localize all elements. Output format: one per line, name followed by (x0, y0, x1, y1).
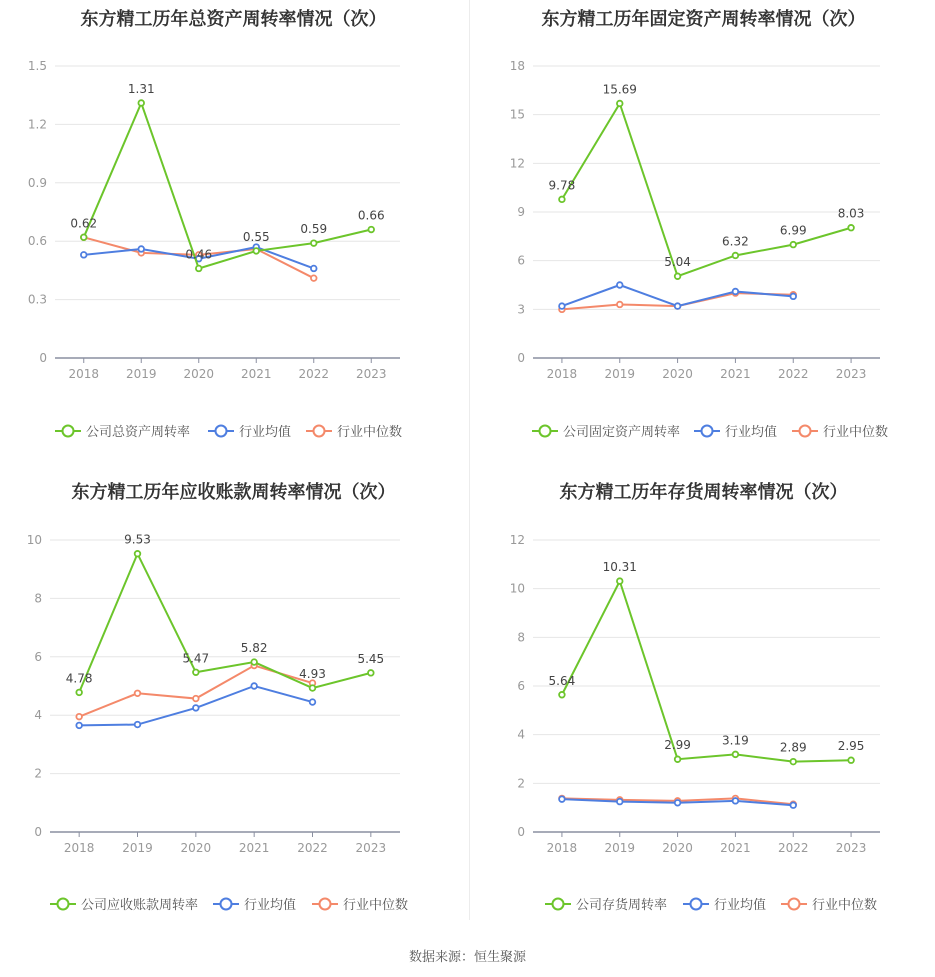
data-point (559, 197, 565, 203)
legend-label: 行业均值 (725, 425, 778, 440)
data-point (138, 246, 144, 252)
x-tick-label: 2018 (63, 841, 95, 855)
x-tick-label: 2023 (355, 841, 387, 855)
data-label: 0.66 (357, 208, 385, 223)
y-tick-label: 9 (517, 205, 525, 219)
data-point (135, 691, 141, 697)
data-point (311, 266, 317, 272)
data-label: 0.55 (242, 229, 270, 244)
y-tick-label: 2 (517, 776, 525, 791)
legend-marker (789, 899, 800, 910)
legend-label: 行业中位数 (343, 898, 409, 913)
y-tick-label: 8 (34, 591, 42, 606)
x-tick-label: 2023 (835, 841, 867, 855)
y-tick-label: 18 (509, 59, 525, 73)
y-tick-label: 10 (509, 581, 525, 596)
legend-marker (221, 899, 232, 910)
data-point (368, 227, 374, 233)
data-label: 10.31 (602, 560, 637, 575)
x-tick-label: 2019 (604, 841, 636, 855)
x-tick-label: 2018 (546, 367, 578, 381)
legend-label: 行业中位数 (812, 898, 878, 913)
data-point (733, 798, 739, 804)
data-label: 15.69 (602, 82, 637, 97)
x-tick-label: 2019 (604, 367, 636, 381)
y-tick-label: 1.5 (27, 59, 47, 73)
data-label: 5.04 (664, 255, 691, 270)
y-tick-label: 0.9 (27, 175, 47, 190)
x-tick-label: 2021 (238, 841, 270, 855)
legend-marker (540, 426, 551, 437)
y-tick-label: 10 (26, 533, 42, 547)
legend-marker (553, 899, 564, 910)
legend-marker (216, 426, 227, 437)
data-label: 5.64 (548, 673, 576, 688)
x-tick-label: 2018 (546, 841, 578, 855)
data-point (617, 101, 623, 107)
y-tick-label: 6 (517, 253, 525, 268)
chart-title: 东方精工历年固定资产周转率情况（次） (541, 9, 866, 30)
legend-label: 公司应收账款周转率 (81, 898, 199, 913)
x-tick-label: 2020 (662, 841, 693, 855)
data-point (76, 723, 82, 729)
y-tick-label: 12 (509, 533, 525, 547)
legend-marker (63, 426, 74, 437)
chart-title: 东方精工历年应收账款周转率情况（次） (71, 482, 396, 503)
x-tick-label: 2023 (355, 367, 387, 381)
data-label: 0.46 (185, 247, 213, 262)
data-point (253, 248, 259, 254)
y-tick-label: 4 (34, 708, 42, 723)
legend-marker (691, 899, 702, 910)
data-label: 9.53 (124, 532, 151, 547)
data-label: 6.32 (722, 234, 749, 249)
data-point (76, 690, 82, 696)
y-tick-label: 4 (517, 727, 525, 742)
legend-label: 行业均值 (244, 898, 297, 913)
y-tick-label: 12 (509, 156, 525, 171)
y-tick-label: 6 (517, 679, 525, 693)
data-label: 1.31 (127, 81, 155, 96)
line-chart (0, 470, 467, 935)
data-label: 3.19 (722, 733, 749, 748)
legend-marker (58, 899, 69, 910)
y-tick-label: 8 (517, 630, 525, 645)
data-point (193, 669, 199, 675)
data-label: 6.99 (779, 223, 807, 238)
series-line (79, 554, 371, 693)
legend-label: 公司固定资产周转率 (563, 425, 681, 440)
data-point (311, 240, 317, 246)
series-line (562, 103, 851, 276)
data-point (617, 578, 623, 584)
legend-label: 公司存货周转率 (576, 898, 668, 913)
x-tick-label: 2020 (183, 367, 215, 381)
data-point (733, 752, 739, 758)
legend-marker (314, 426, 325, 437)
y-tick-label: 1.2 (27, 117, 47, 132)
data-point (81, 235, 87, 241)
x-tick-label: 2021 (240, 367, 272, 381)
data-point (368, 670, 374, 676)
data-point (135, 722, 141, 728)
data-label: 4.78 (65, 671, 93, 686)
data-point (311, 275, 317, 281)
legend-label: 行业中位数 (337, 425, 403, 440)
y-tick-label: 0 (517, 825, 525, 839)
x-tick-label: 2021 (720, 367, 751, 381)
legend-label: 行业中位数 (823, 425, 889, 440)
data-point (76, 714, 82, 720)
chart-title: 东方精工历年存货周转率情况（次） (559, 482, 848, 503)
x-tick-label: 2022 (777, 367, 809, 381)
chart-title: 东方精工历年总资产周转率情况（次） (80, 9, 387, 30)
line-chart (0, 0, 467, 465)
data-point (675, 303, 681, 309)
line-chart (470, 0, 935, 465)
series-line (84, 103, 372, 268)
x-tick-label: 2022 (298, 367, 330, 381)
x-tick-label: 2018 (68, 367, 100, 381)
data-label: 2.89 (779, 740, 807, 755)
data-point (559, 796, 565, 802)
chart-panel-inventory-turnover (470, 470, 935, 935)
y-tick-label: 15 (509, 107, 525, 122)
data-point (81, 252, 87, 258)
data-point (251, 659, 257, 665)
legend-label: 行业均值 (239, 425, 292, 440)
data-point (251, 683, 257, 689)
data-point (193, 696, 199, 702)
data-label: 5.82 (240, 641, 268, 656)
data-point (617, 799, 623, 805)
legend-marker (800, 426, 811, 437)
x-tick-label: 2022 (297, 841, 328, 855)
data-point (559, 692, 565, 698)
data-label: 8.03 (837, 206, 865, 221)
data-point (790, 759, 796, 765)
data-label: 2.95 (837, 739, 865, 754)
data-point (196, 266, 202, 272)
data-point (310, 699, 316, 705)
legend-marker (320, 899, 331, 910)
data-label: 5.47 (182, 651, 210, 666)
data-point (193, 705, 199, 711)
data-label: 0.59 (300, 222, 328, 237)
data-label: 0.62 (70, 216, 98, 231)
y-tick-label: 2 (34, 766, 42, 781)
data-point (675, 756, 681, 762)
data-label: 5.45 (357, 651, 385, 666)
data-source-note: 数据来源：恒生聚源 (408, 950, 526, 965)
y-tick-label: 3 (517, 302, 525, 317)
legend-label: 公司总资产周转率 (86, 425, 191, 440)
data-label: 4.93 (299, 667, 326, 682)
data-point (617, 282, 623, 288)
data-point (790, 802, 796, 808)
y-tick-label: 0.3 (27, 292, 47, 307)
legend-label: 行业均值 (714, 898, 767, 913)
data-point (790, 294, 796, 300)
x-tick-label: 2022 (777, 841, 809, 855)
legend-marker (702, 426, 713, 437)
data-point (848, 225, 854, 231)
y-tick-label: 0 (39, 351, 47, 365)
data-label: 9.78 (548, 178, 576, 193)
data-point (675, 273, 681, 279)
data-point (559, 303, 565, 309)
x-tick-label: 2023 (835, 367, 867, 381)
data-point (675, 800, 681, 806)
data-point (617, 302, 623, 308)
data-point (138, 100, 144, 106)
data-label: 2.99 (664, 738, 691, 753)
data-point (135, 551, 141, 557)
y-tick-label: 0 (517, 351, 525, 365)
y-tick-label: 0.6 (27, 234, 47, 249)
x-tick-label: 2020 (180, 841, 212, 855)
data-point (848, 757, 854, 763)
y-tick-label: 6 (34, 649, 42, 664)
y-tick-label: 0 (34, 825, 42, 839)
x-tick-label: 2021 (720, 841, 751, 855)
chart-panel-receivables-turnover (0, 470, 467, 935)
data-point (733, 289, 739, 295)
chart-panel-fixed-asset-turnover (470, 0, 935, 465)
data-point (733, 253, 739, 259)
x-tick-label: 2020 (662, 367, 693, 381)
chart-panel-total-asset-turnover (0, 0, 467, 465)
data-point (310, 685, 316, 691)
x-tick-label: 2019 (125, 367, 157, 381)
data-point (790, 242, 796, 248)
x-tick-label: 2019 (122, 841, 153, 855)
line-chart (470, 470, 935, 935)
